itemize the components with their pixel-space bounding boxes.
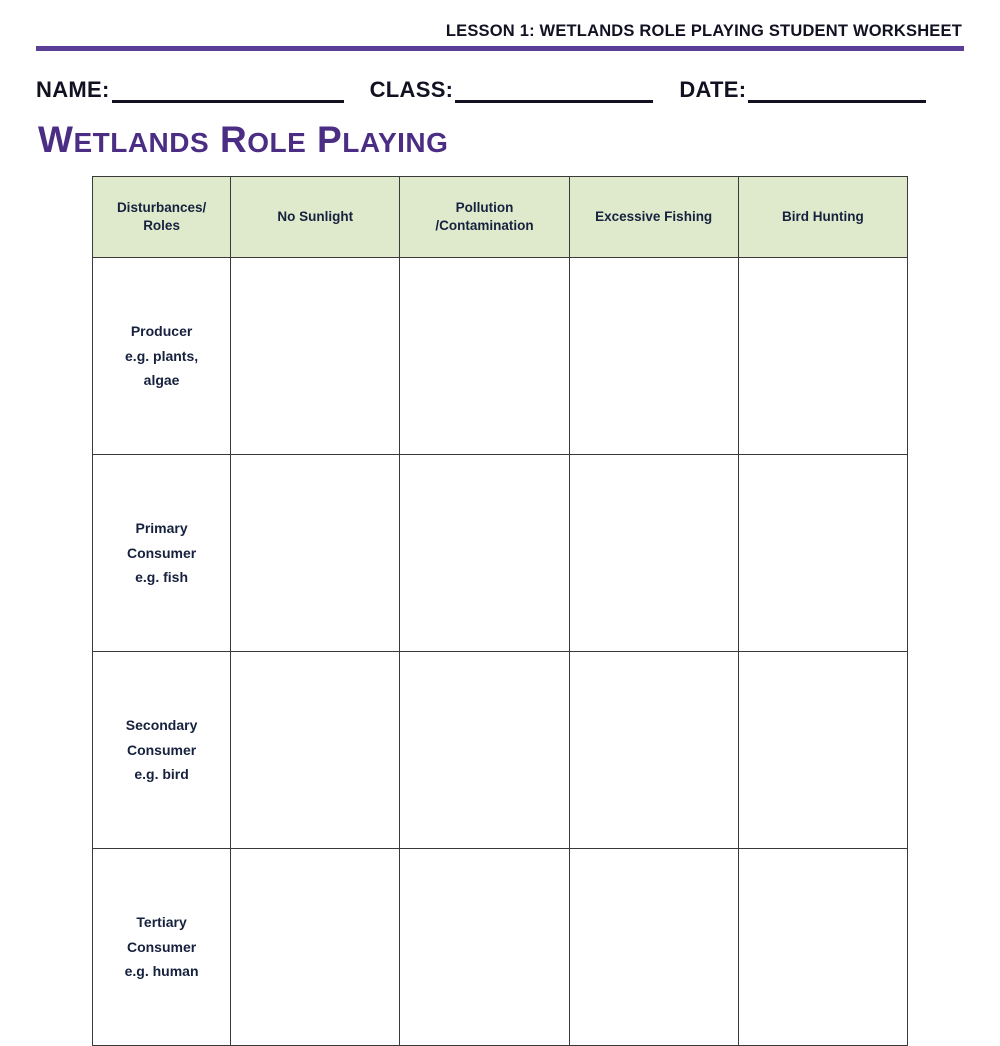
role-tertiary-line1: Tertiary [136, 914, 187, 931]
role-primary-line2: Consumer [126, 544, 197, 561]
answer-cell-producer-bird-hunting[interactable] [738, 258, 907, 455]
column-header-no-sunlight-line1: No Sunlight [277, 208, 354, 224]
role-label-primary-consumer [93, 455, 231, 652]
title-p: P [317, 119, 343, 160]
class-input[interactable] [455, 83, 653, 103]
title-w: W [38, 119, 74, 160]
role-primary-line3: e.g. fish [135, 569, 189, 586]
table-row [93, 258, 908, 455]
answer-cell-tertiary-excessive-fishing[interactable] [569, 849, 738, 1046]
page-title [38, 121, 964, 158]
name-label: NAME: [36, 77, 110, 102]
role-tertiary-line3: e.g. human [124, 963, 199, 980]
column-header-no-sunlight [231, 177, 400, 258]
table-header-row [93, 177, 908, 258]
column-header-roles-line2: Roles [143, 218, 180, 233]
table-row [93, 455, 908, 652]
answer-cell-secondary-bird-hunting[interactable] [738, 652, 907, 849]
role-producer-line2: e.g. plants, [125, 347, 199, 364]
answer-cell-primary-no-sunlight[interactable] [231, 455, 400, 652]
role-secondary-line3: e.g. bird [134, 766, 189, 783]
running-header: LESSON 1: WETLANDS ROLE PLAYING STUDENT WORKSHEET [445, 22, 962, 40]
class-label: CLASS: [369, 77, 454, 102]
answer-cell-producer-no-sunlight[interactable] [231, 258, 400, 455]
answer-cell-tertiary-no-sunlight[interactable] [231, 849, 400, 1046]
title-r: R [219, 119, 248, 160]
column-header-pollution [400, 177, 569, 258]
answer-cell-primary-bird-hunting[interactable] [738, 455, 907, 652]
name-input[interactable] [112, 83, 344, 103]
role-producer-line3: algae [143, 372, 180, 389]
title-laying: LAYING [342, 127, 449, 158]
column-header-bird-hunting [738, 177, 907, 258]
answer-cell-tertiary-bird-hunting[interactable] [738, 849, 907, 1046]
column-header-bird-hunting-line1: Bird Hunting [782, 208, 864, 224]
column-header-pollution-line2: /Contamination [435, 218, 534, 233]
role-secondary-line1: Secondary [125, 717, 198, 734]
answer-cell-secondary-pollution[interactable] [400, 652, 569, 849]
answer-cell-secondary-excessive-fishing[interactable] [569, 652, 738, 849]
identification-fields [36, 77, 964, 103]
answer-cell-secondary-no-sunlight[interactable] [231, 652, 400, 849]
role-label-tertiary-consumer [93, 849, 231, 1046]
role-secondary-line2: Consumer [126, 741, 197, 758]
answer-cell-primary-pollution[interactable] [400, 455, 569, 652]
role-primary-line1: Primary [135, 520, 188, 537]
title-etlands: ETLANDS [73, 127, 210, 158]
column-header-roles-line1: Disturbances/ [116, 199, 207, 215]
column-header-roles [93, 177, 231, 258]
header-divider-rule [36, 46, 964, 51]
title-ole: OLE [247, 127, 307, 158]
table-row [93, 652, 908, 849]
role-producer-line1: Producer [130, 323, 193, 340]
role-tertiary-line2: Consumer [126, 938, 197, 955]
date-label: DATE: [679, 77, 747, 102]
column-header-pollution-line1: Pollution [455, 199, 514, 215]
column-header-excessive-fishing [569, 177, 738, 258]
role-label-producer [93, 258, 231, 455]
answer-cell-tertiary-pollution[interactable] [400, 849, 569, 1046]
answer-cell-producer-pollution[interactable] [400, 258, 569, 455]
answer-cell-primary-excessive-fishing[interactable] [569, 455, 738, 652]
table-row [93, 849, 908, 1046]
role-label-secondary-consumer [93, 652, 231, 849]
date-input[interactable] [748, 83, 926, 103]
answer-cell-producer-excessive-fishing[interactable] [569, 258, 738, 455]
role-playing-table [92, 176, 908, 1046]
column-header-excessive-fishing-line1: Excessive Fishing [595, 208, 713, 224]
